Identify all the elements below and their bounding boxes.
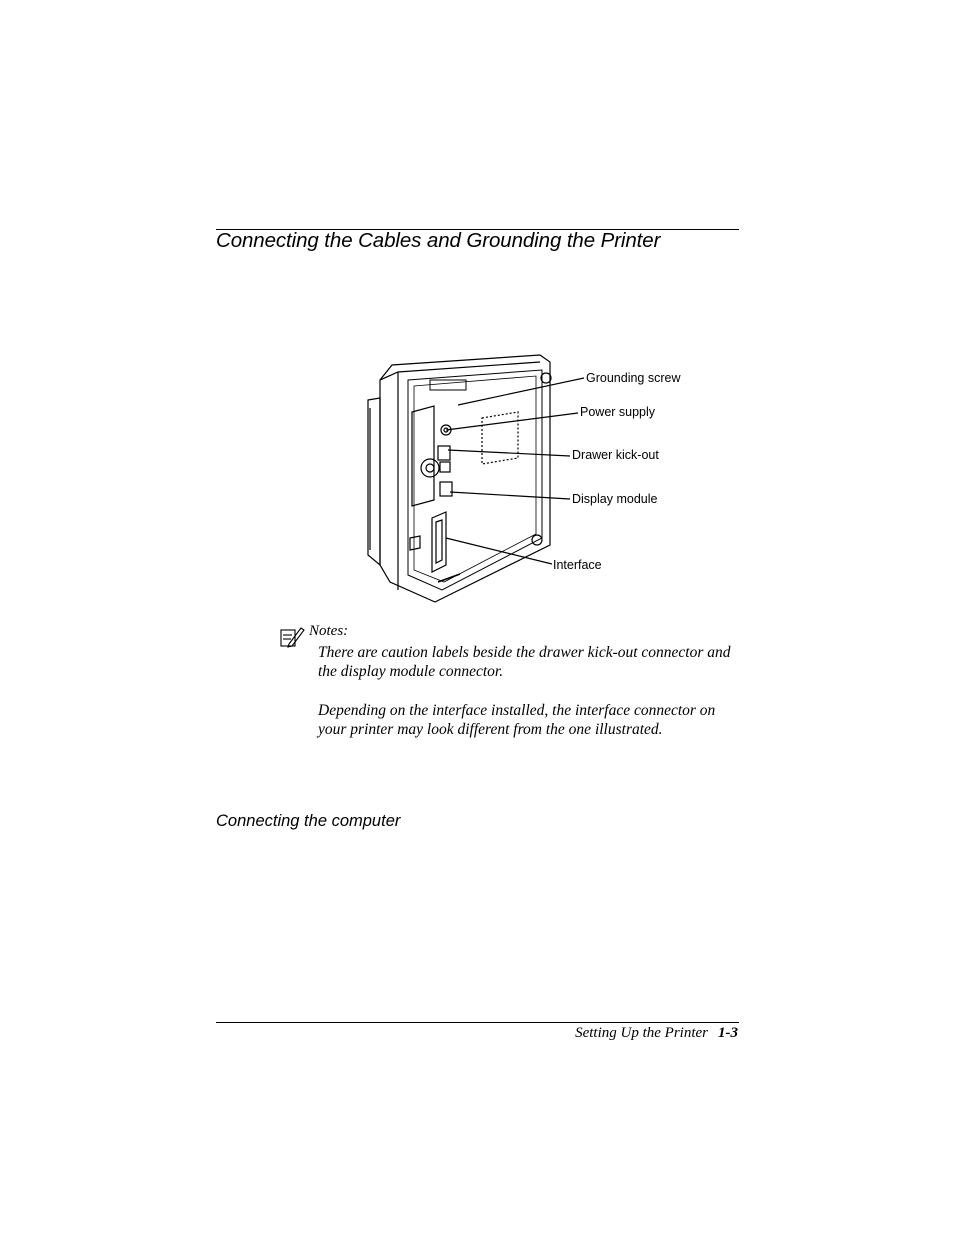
callout-display-module: Display module — [572, 492, 658, 506]
footer-chapter: Setting Up the Printer — [575, 1025, 708, 1041]
printer-illustration — [350, 350, 710, 610]
subsection-title: Connecting the computer — [216, 812, 401, 830]
section-title: Connecting the Cables and Grounding the Printer — [216, 229, 661, 252]
footer-rule — [216, 1022, 739, 1023]
note-paragraph: There are caution labels beside the drawer kick-out connector and the display module connector. — [318, 644, 731, 680]
page-number: 1-3 — [718, 1025, 738, 1041]
callout-grounding-screw: Grounding screw — [586, 371, 681, 385]
callout-drawer-kickout: Drawer kick-out — [572, 448, 659, 462]
callout-power-supply: Power supply — [580, 405, 656, 419]
notes-title: Notes: — [309, 623, 349, 639]
printer-rear-figure — [350, 350, 710, 610]
callout-interface: Interface — [553, 558, 602, 572]
page-footer — [575, 1025, 738, 1042]
pencil-note-icon — [279, 624, 305, 650]
note-paragraph: Depending on the interface installed, the interface connector on your printer may look different from the one illustrated. — [318, 702, 716, 738]
